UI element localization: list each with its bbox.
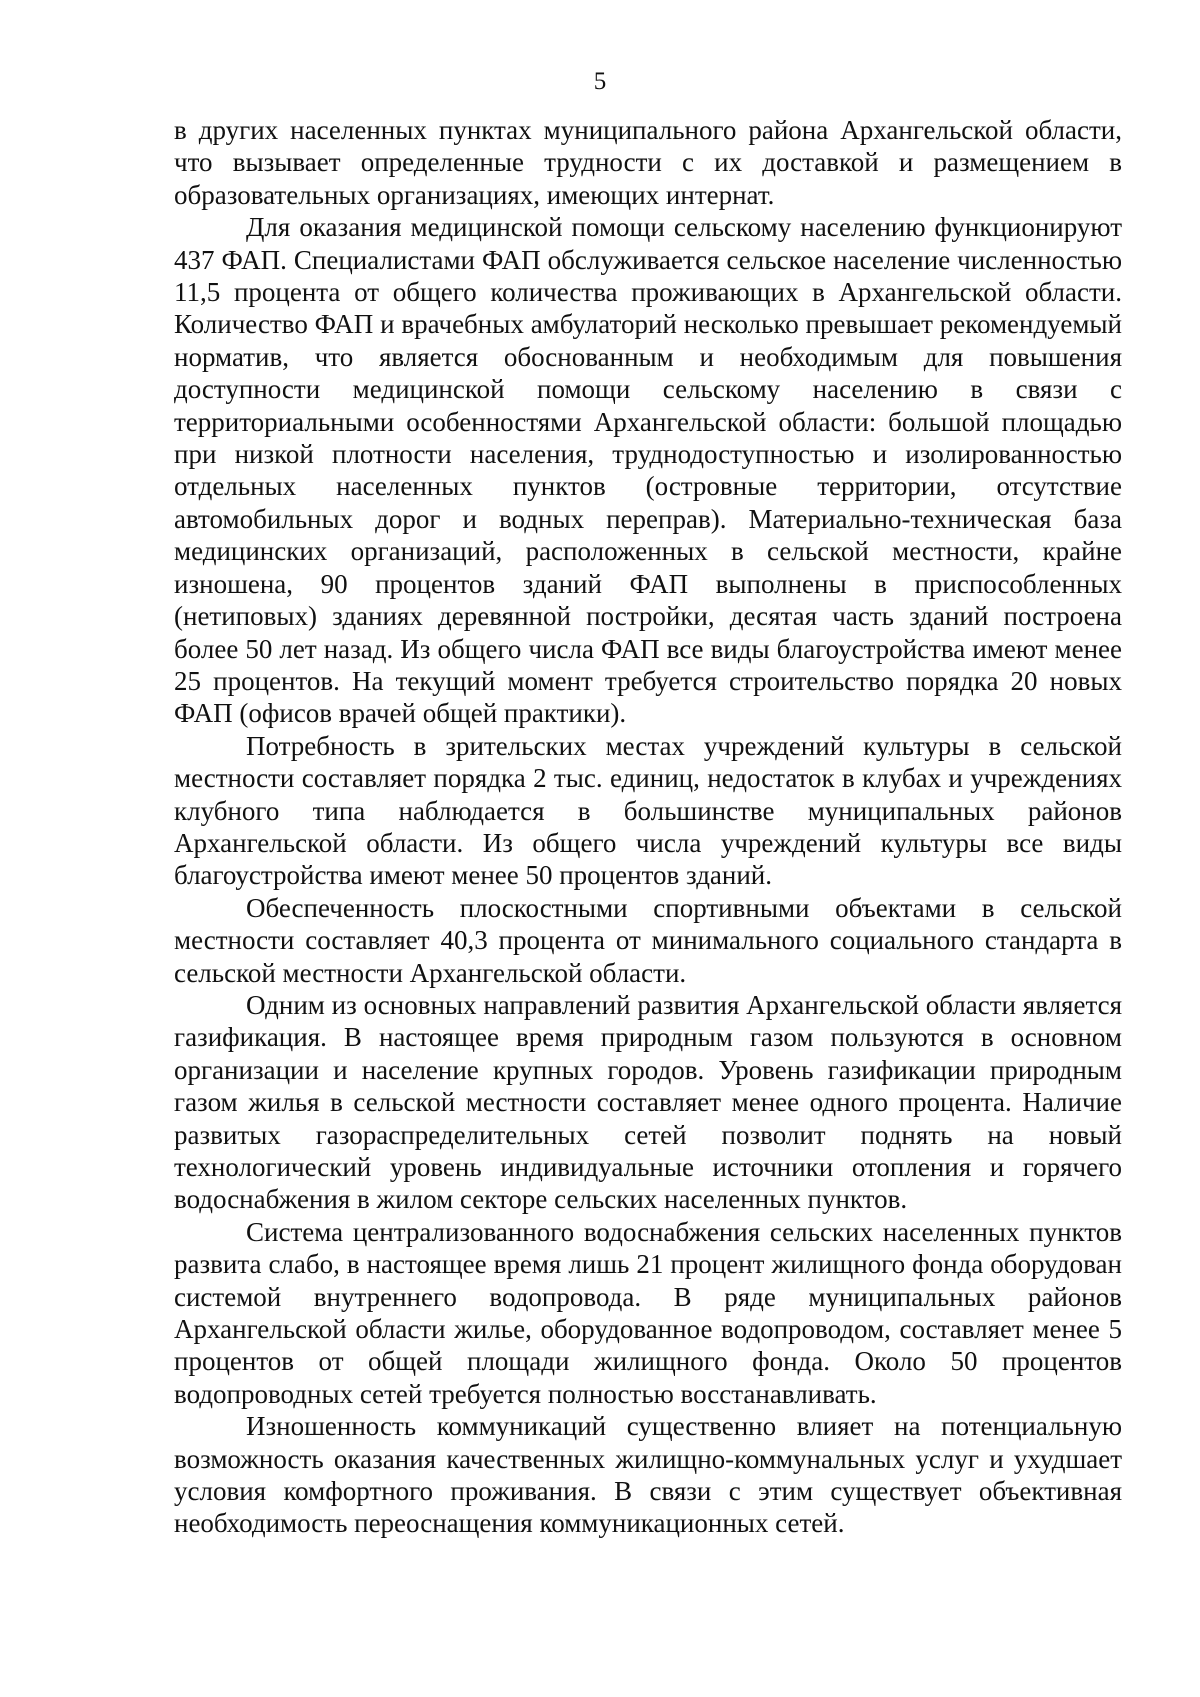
paragraph-communications: Изношенность коммуникаций существенно влияет на потенциальную возможность оказания качественных жилищно-коммунальных услуг и ухудшает условия комфортного проживания. В связи с этим существует объективная необходимость переоснащения коммуникационных сетей. bbox=[174, 1411, 1122, 1539]
page-number: 5 bbox=[593, 68, 607, 95]
paragraph-sports: Обеспеченность плоскостными спортивными объектами в сельской местности составляет 40,3 процента от минимального социального стандарта в сельской местности Архангельской области. bbox=[174, 892, 1122, 988]
paragraph-gasification: Одним из основных направлений развития Архангельской области является газификация. В настоящее время природным газом пользуются в основном организации и население крупных городов. Уровень газификации природным газом жилья в сельской местности составляет менее одного процента. Наличие развитых газораспределительных сетей позволит поднять на новый технологический уровень индивидуальные источники отопления и горячего водоснабжения в жилом секторе сельских населенных пунктов. bbox=[174, 989, 1122, 1215]
paragraph-continuation: в других населенных пунктах муниципального района Архангельской области, что вызывает определенные трудности с их доставкой и размещением в образовательных организациях, имеющих интернат. bbox=[174, 115, 1122, 210]
paragraph-culture: Потребность в зрительских местах учреждений культуры в сельской местности составляет порядка 2 тыс. единиц, недостаток в клубах и учреждениях клубного типа наблюдается в большинстве муниципальных районов Архангельской области. Из общего числа учреждений культуры все виды благоустройства имеют менее 50 процентов зданий. bbox=[174, 730, 1122, 891]
paragraph-medical-care: Для оказания медицинской помощи сельскому населению функционируют 437 ФАП. Специалистами ФАП обслуживается сельское население численностью 11,5 процента от общего количества проживающих в Архангельской области. Количество ФАП и врачебных амбулаторий несколько превышает рекомендуемый норматив, что является обоснованным и необходимым для повышения доступности медицинской помощи сельскому населению в связи с территориальными особенностями Архангельской области: большой площадью при низкой плотности населения, труднодоступностью и изолированностью отдельных населенных пунктов (островные территории, отсутствие автомобильных дорог и водных переправ). Материально-техническая база медицинских организаций, расположенных в сельской местности, крайне изношена, 90 процентов зданий ФАП выполнены в приспособленных (нетиповых) зданиях деревянной постройки, десятая часть зданий построена более 50 лет назад. Из общего числа ФАП все виды благоустройства имеют менее 25 процентов. На текущий момент требуется строительство порядка 20 новых ФАП (офисов врачей общей практики). bbox=[174, 212, 1122, 729]
paragraph-water-supply: Система централизованного водоснабжения сельских населенных пунктов развита слабо, в настоящее время лишь 21 процент жилищного фонда оборудован системой внутреннего водопровода. В ряде муниципальных районов Архангельской области жилье, оборудованное водопроводом, составляет менее 5 процентов от общей площади жилищного фонда. Около 50 процентов водопроводных сетей требуется полностью восстанавливать. bbox=[174, 1216, 1122, 1409]
body-text bbox=[174, 114, 1122, 1540]
